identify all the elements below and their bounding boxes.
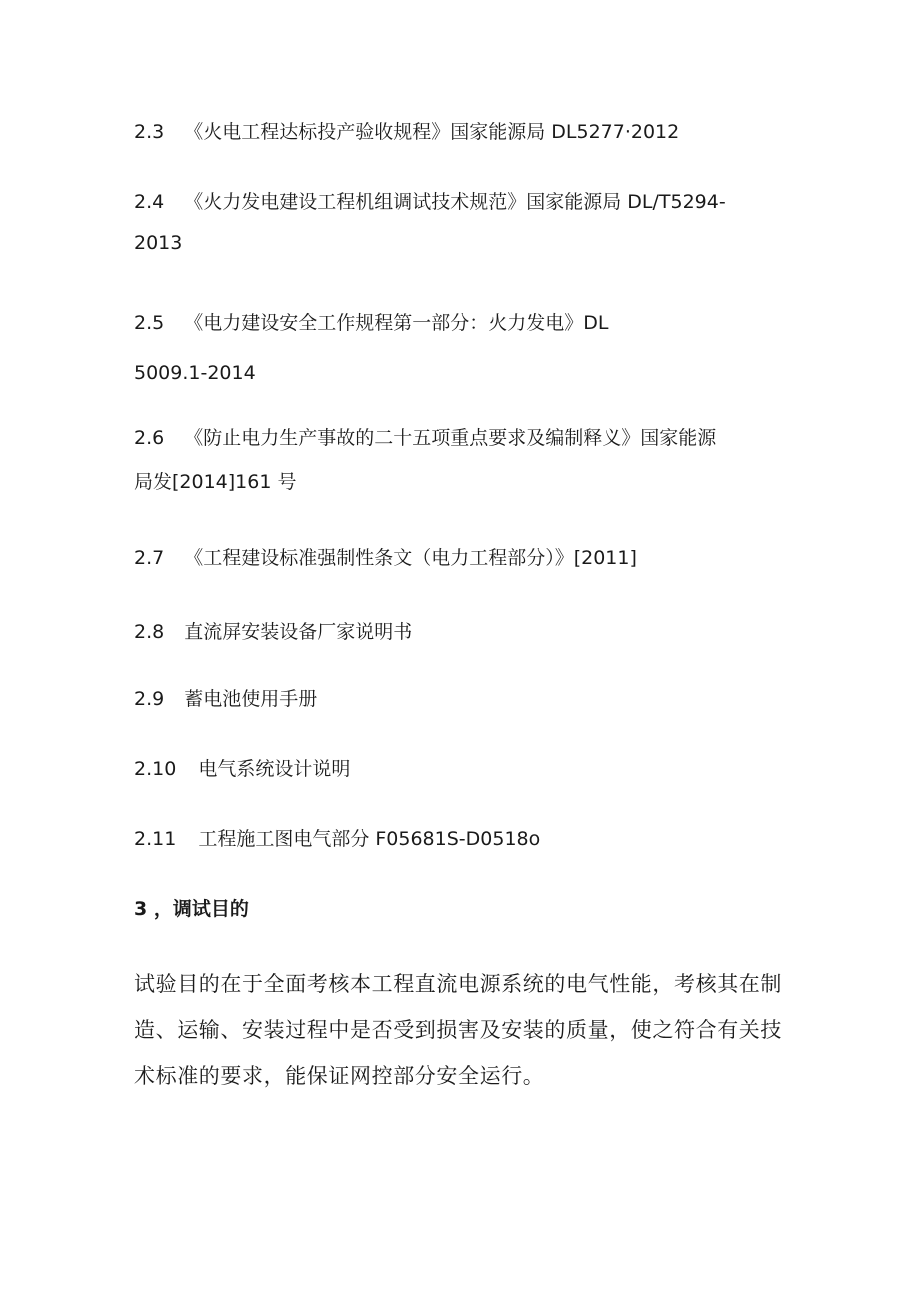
reference-text: 《火电工程达标投产验收规程》国家能源局 DL5277·2012	[184, 121, 680, 143]
reference-number: 2.9	[134, 688, 165, 710]
reference-number: 2.11	[134, 828, 177, 850]
reference-text-continued: 局发[2014]161 号	[134, 471, 297, 493]
reference-text: 《电力建设安全工作规程第一部分：火力发电》DL	[184, 312, 609, 334]
reference-number: 2.5	[134, 312, 165, 334]
section-paragraph: 试验目的在于全面考核本工程直流电源系统的电气性能，考核其在制造、运输、安装过程中是否受到损害及安装的质量，使之符合有关技术标准的要求，能保证网控部分安全运行。	[134, 972, 782, 1088]
reference-item-2-3	[134, 119, 794, 145]
reference-text: 电气系统设计说明	[198, 758, 351, 780]
reference-text-continued: 5009.1-2014	[134, 362, 256, 384]
reference-item-2-4	[134, 189, 794, 256]
reference-item-2-8	[134, 619, 794, 645]
reference-number: 2.7	[134, 547, 165, 569]
reference-text: 直流屏安装设备厂家说明书	[184, 621, 413, 643]
reference-number: 2.3	[134, 121, 165, 143]
section-heading: 3 ，调试目的	[134, 898, 249, 920]
reference-text: 蓄电池使用手册	[184, 688, 318, 710]
reference-number: 2.6	[134, 427, 165, 449]
reference-text: 《工程建设标准强制性条文（电力工程部分）》[2011]	[184, 547, 637, 569]
reference-number: 2.4	[134, 191, 165, 213]
reference-item-2-10	[134, 756, 794, 782]
reference-item-2-5	[134, 310, 794, 386]
reference-item-2-6	[134, 425, 794, 495]
reference-text: 《防止电力生产事故的二十五项重点要求及编制释义》国家能源	[184, 427, 717, 449]
reference-item-2-11	[134, 826, 794, 852]
reference-number: 2.10	[134, 758, 177, 780]
reference-text-continued: 2013	[134, 232, 183, 254]
reference-text: 《火力发电建设工程机组调试技术规范》国家能源局 DL/T5294-	[184, 191, 726, 213]
reference-item-2-9	[134, 686, 794, 712]
reference-text: 工程施工图电气部分 F05681S-D0518o	[198, 828, 541, 850]
reference-number: 2.8	[134, 621, 165, 643]
reference-item-2-7	[134, 545, 794, 571]
